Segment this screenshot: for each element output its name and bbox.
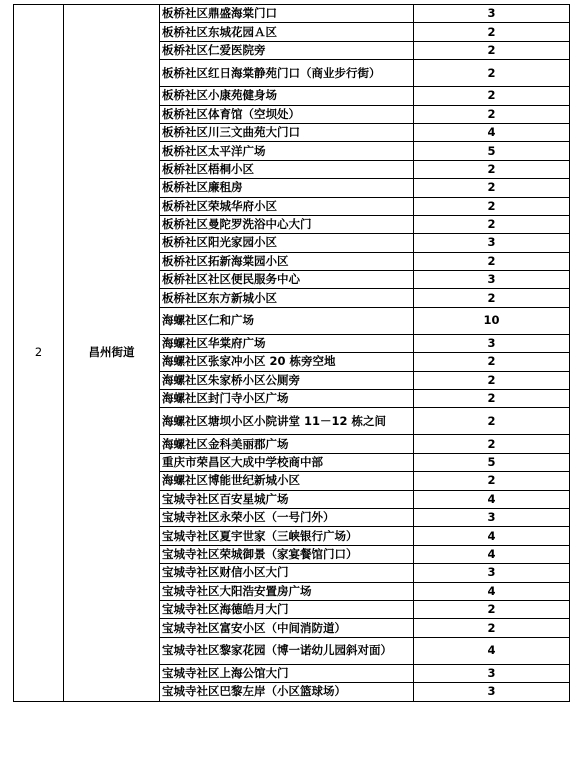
count-cell: 2	[414, 179, 570, 197]
count-cell: 4	[414, 545, 570, 563]
location-cell: 宝城寺社区财信小区大门	[160, 564, 414, 582]
count-cell: 4	[414, 527, 570, 545]
count-cell: 2	[414, 435, 570, 453]
location-cell: 板桥社区廉租房	[160, 179, 414, 197]
count-cell: 2	[414, 215, 570, 233]
location-cell: 板桥社区东城花园Ａ区	[160, 23, 414, 41]
count-cell: 2	[414, 472, 570, 490]
count-cell: 3	[414, 271, 570, 289]
table-body	[14, 5, 570, 702]
location-cell: 板桥社区社区便民服务中心	[160, 271, 414, 289]
count-cell: 4	[414, 582, 570, 600]
location-cell: 板桥社区红日海棠静苑门口（商业步行街）	[160, 60, 414, 87]
count-cell: 2	[414, 600, 570, 618]
count-cell: 2	[414, 105, 570, 123]
count-cell: 2	[414, 23, 570, 41]
count-cell: 3	[414, 334, 570, 352]
location-cell: 海螺社区博能世纪新城小区	[160, 472, 414, 490]
location-cell: 海螺社区仁和广场	[160, 307, 414, 334]
location-cell: 宝城寺社区海德皓月大门	[160, 600, 414, 618]
count-cell: 2	[414, 160, 570, 178]
count-cell: 2	[414, 408, 570, 435]
count-cell: 2	[414, 197, 570, 215]
location-cell: 板桥社区体育馆（空坝处）	[160, 105, 414, 123]
row-number-cell: 2	[14, 5, 64, 702]
count-cell: 2	[414, 289, 570, 307]
count-cell: 4	[414, 123, 570, 141]
location-cell: 板桥社区鼎盛海棠门口	[160, 5, 414, 23]
location-cell: 板桥社区曼陀罗洗浴中心大门	[160, 215, 414, 233]
location-cell: 海螺社区金科美丽郡广场	[160, 435, 414, 453]
count-cell: 2	[414, 353, 570, 371]
location-cell: 板桥社区荣城华府小区	[160, 197, 414, 215]
count-cell: 3	[414, 234, 570, 252]
location-cell: 宝城寺社区夏宇世家（三峡银行广场）	[160, 527, 414, 545]
count-cell: 2	[414, 390, 570, 408]
location-cell: 海螺社区封门寺小区广场	[160, 390, 414, 408]
count-cell: 3	[414, 564, 570, 582]
count-cell: 4	[414, 637, 570, 664]
location-cell: 海螺社区张家冲小区 20 栋旁空地	[160, 353, 414, 371]
location-cell: 宝城寺社区上海公馆大门	[160, 664, 414, 682]
count-cell: 2	[414, 619, 570, 637]
location-cell: 海螺社区朱家桥小区公厕旁	[160, 371, 414, 389]
count-cell: 5	[414, 142, 570, 160]
street-name-cell: 昌州街道	[64, 5, 160, 702]
location-cell: 宝城寺社区荣城御景（家宴餐馆门口）	[160, 545, 414, 563]
location-cell: 宝城寺社区巴黎左岸（小区篮球场）	[160, 683, 414, 701]
count-cell: 2	[414, 41, 570, 59]
location-cell: 宝城寺社区黎家花园（博一诺幼儿园斜对面）	[160, 637, 414, 664]
location-cell: 宝城寺社区富安小区（中间消防道）	[160, 619, 414, 637]
count-cell: 3	[414, 683, 570, 701]
count-cell: 3	[414, 664, 570, 682]
count-cell: 10	[414, 307, 570, 334]
count-cell: 2	[414, 371, 570, 389]
location-cell: 板桥社区仁爱医院旁	[160, 41, 414, 59]
sampling-points-table	[13, 4, 570, 702]
location-cell: 板桥社区东方新城小区	[160, 289, 414, 307]
location-cell: 板桥社区太平洋广场	[160, 142, 414, 160]
location-cell: 宝城寺社区大阳浩安置房广场	[160, 582, 414, 600]
location-cell: 板桥社区拓新海棠园小区	[160, 252, 414, 270]
count-cell: 2	[414, 252, 570, 270]
location-cell: 板桥社区川三文曲苑大门口	[160, 123, 414, 141]
location-cell: 板桥社区小康苑健身场	[160, 87, 414, 105]
table-row	[14, 5, 570, 23]
count-cell: 2	[414, 60, 570, 87]
count-cell: 4	[414, 490, 570, 508]
location-cell: 重庆市荣昌区大成中学校商中部	[160, 453, 414, 471]
location-cell: 海螺社区华棠府广场	[160, 334, 414, 352]
location-cell: 板桥社区梧桐小区	[160, 160, 414, 178]
location-cell: 宝城寺社区永荣小区（一号门外）	[160, 508, 414, 526]
location-cell: 宝城寺社区百安星城广场	[160, 490, 414, 508]
location-cell: 板桥社区阳光家园小区	[160, 234, 414, 252]
location-cell: 海螺社区塘坝小区小院讲堂 11－12 栋之间	[160, 408, 414, 435]
count-cell: 3	[414, 508, 570, 526]
count-cell: 3	[414, 5, 570, 23]
count-cell: 2	[414, 87, 570, 105]
count-cell: 5	[414, 453, 570, 471]
